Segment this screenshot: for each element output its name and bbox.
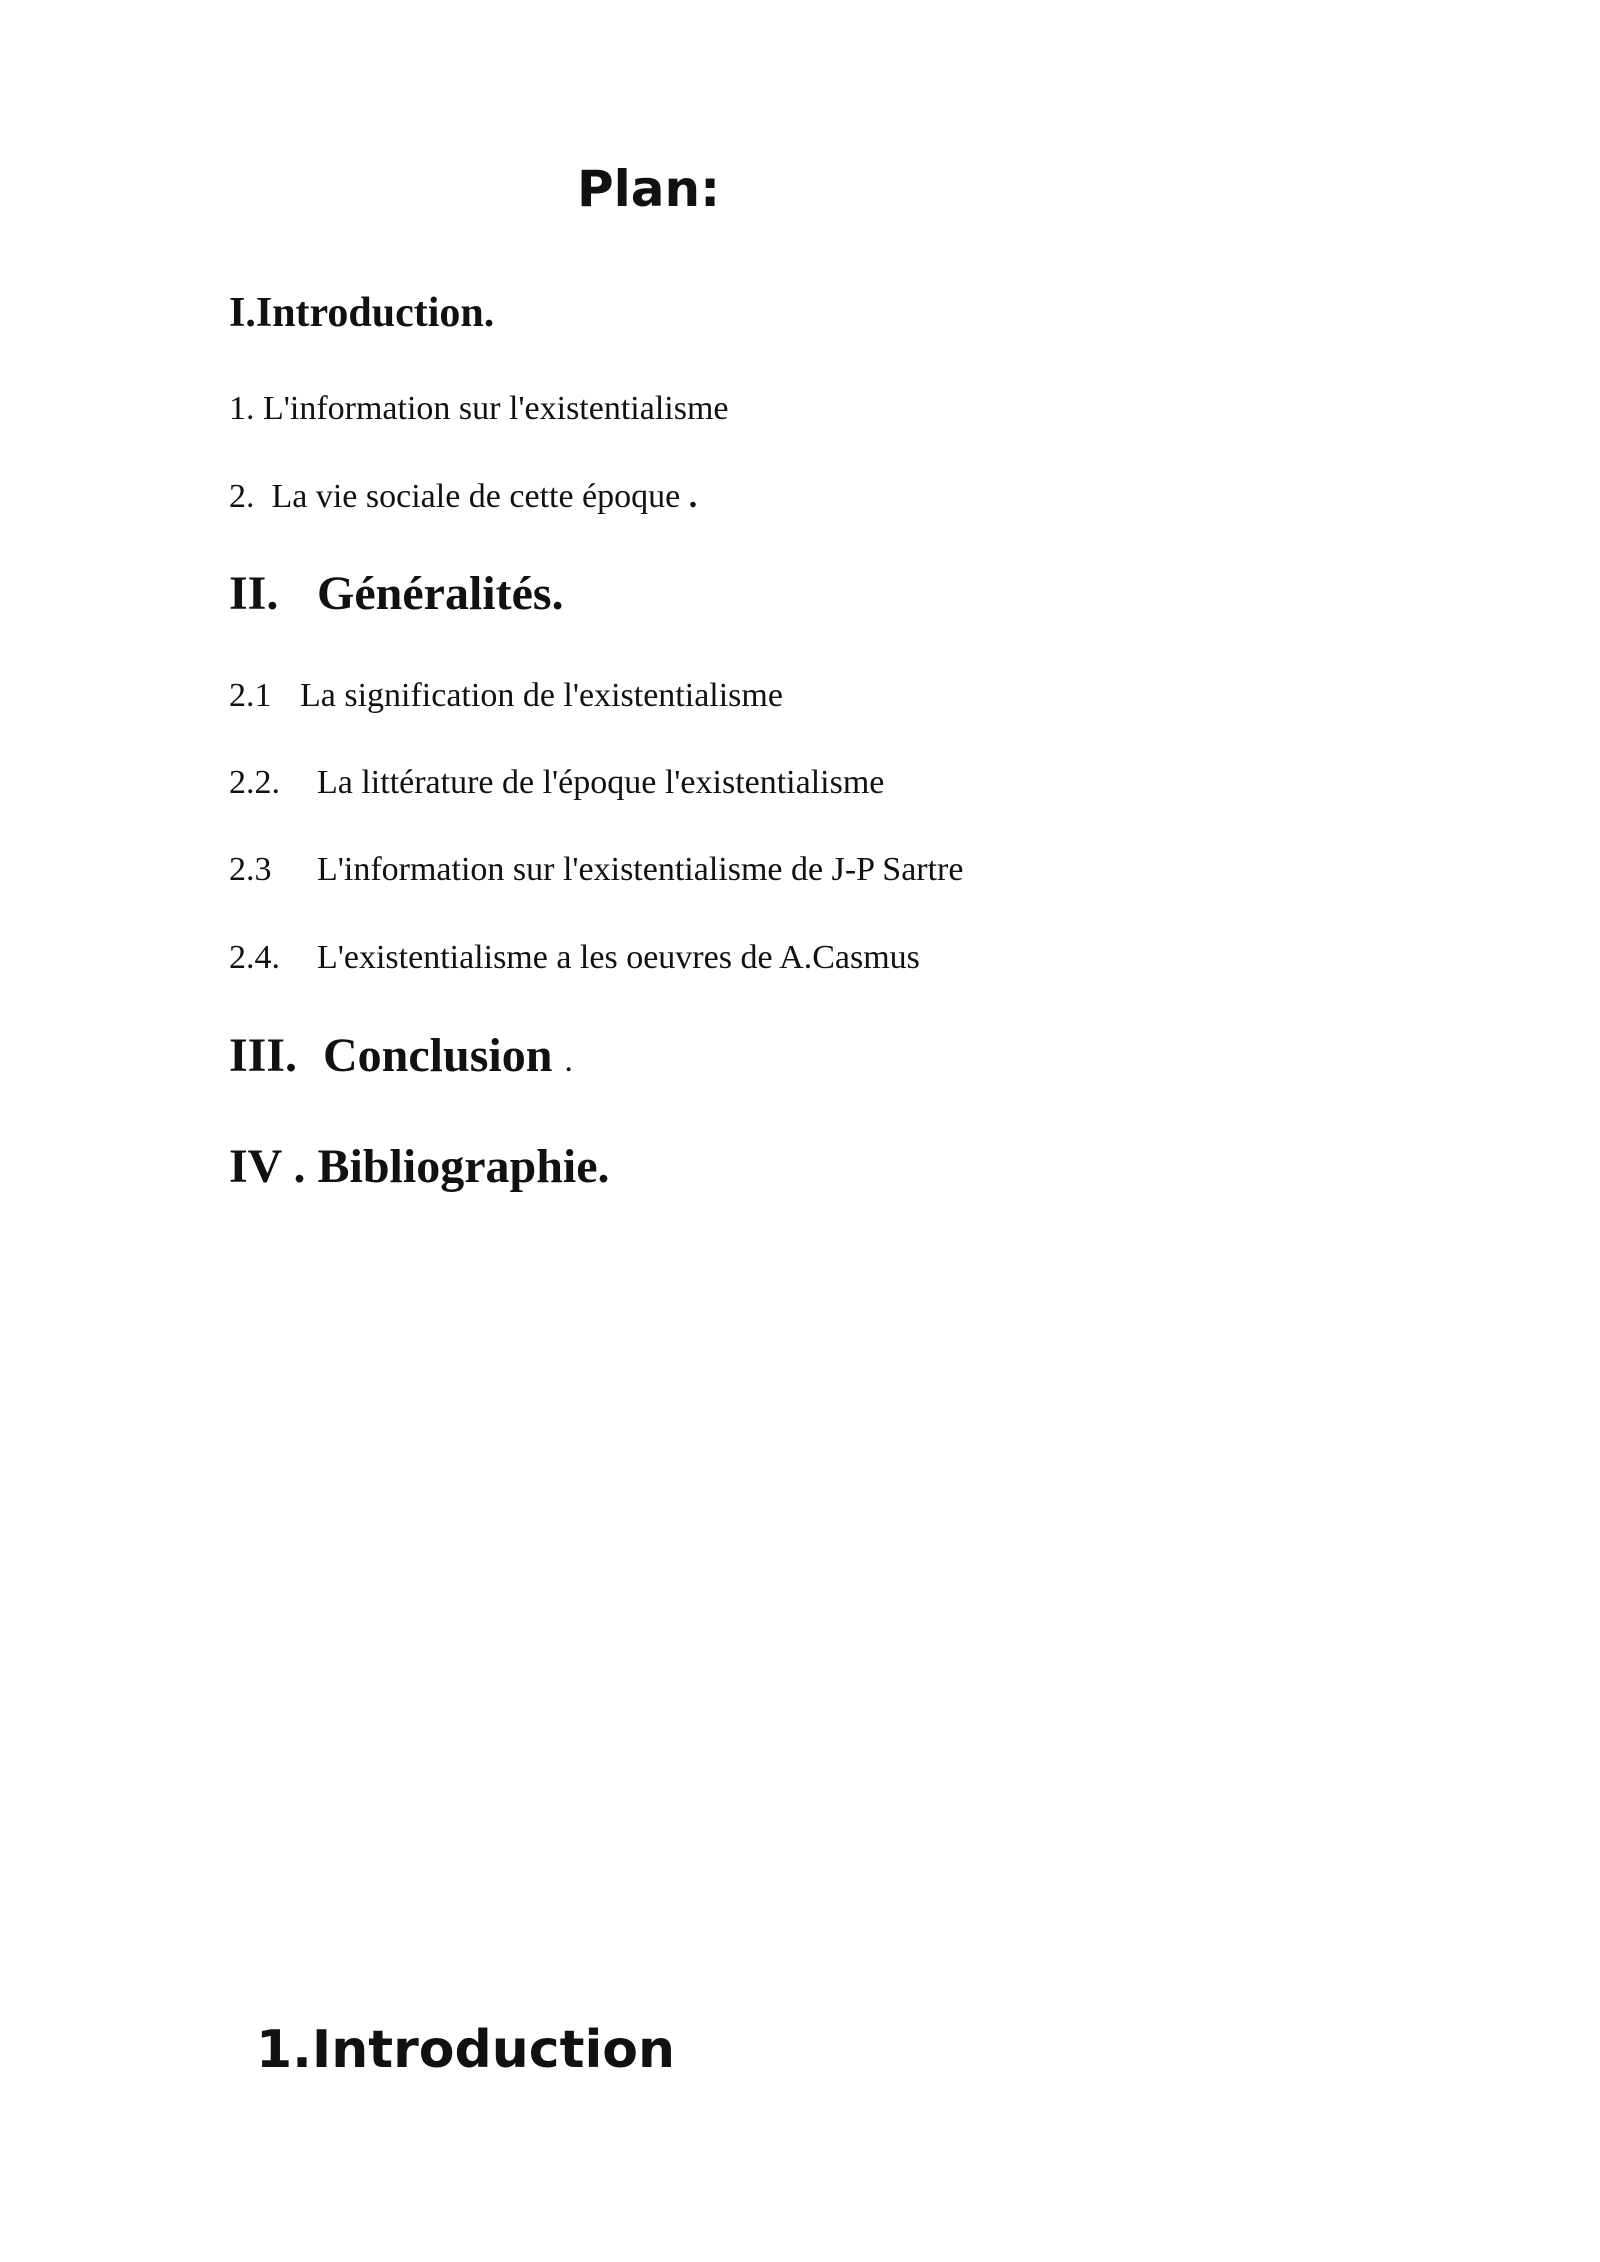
section-number: II. <box>229 567 279 620</box>
section-bibliographie: IV . Bibliographie. <box>229 1140 610 1193</box>
plan-item-suffix: . <box>688 478 698 515</box>
section-conclusion <box>229 1025 573 1092</box>
plan-item-number: 2.2. <box>229 764 280 801</box>
plan-item-number: 2. <box>229 478 255 515</box>
plan-item-text: La signification de l'existentialisme <box>300 677 783 714</box>
plan-item-1 <box>229 386 729 432</box>
plan-item-number: 1. <box>229 390 255 427</box>
introduction-heading: 1.Introduction <box>256 2020 676 2080</box>
plan-item-text: L'existentialisme a les oeuvres de A.Casmus <box>317 939 920 976</box>
section-suffix: . <box>564 1042 573 1079</box>
plan-title: Plan: <box>577 160 721 218</box>
plan-item-2 <box>229 474 697 520</box>
plan-item-text: La vie sociale de cette époque <box>271 478 681 515</box>
plan-item-text: La littérature de l'époque l'existentialisme <box>317 764 885 801</box>
plan-item-text: L'information sur l'existentialisme de J-P Sartre <box>317 851 964 888</box>
plan-item-2-3 <box>229 847 963 893</box>
section-label: Conclusion <box>323 1029 553 1082</box>
plan-item-text: L'information sur l'existentialisme <box>263 390 729 427</box>
section-generalites <box>229 563 564 625</box>
section-label: Généralités. <box>317 567 564 620</box>
section-introduction: I.Introduction. <box>229 290 495 336</box>
section-number: III. <box>229 1029 298 1082</box>
plan-item-number: 2.3 <box>229 851 272 888</box>
plan-item-number: 2.4. <box>229 939 280 976</box>
plan-item-number: 2.1 <box>229 677 272 714</box>
plan-item-2-4 <box>229 935 920 981</box>
plan-item-2-2 <box>229 760 884 806</box>
plan-item-2-1 <box>229 673 783 719</box>
